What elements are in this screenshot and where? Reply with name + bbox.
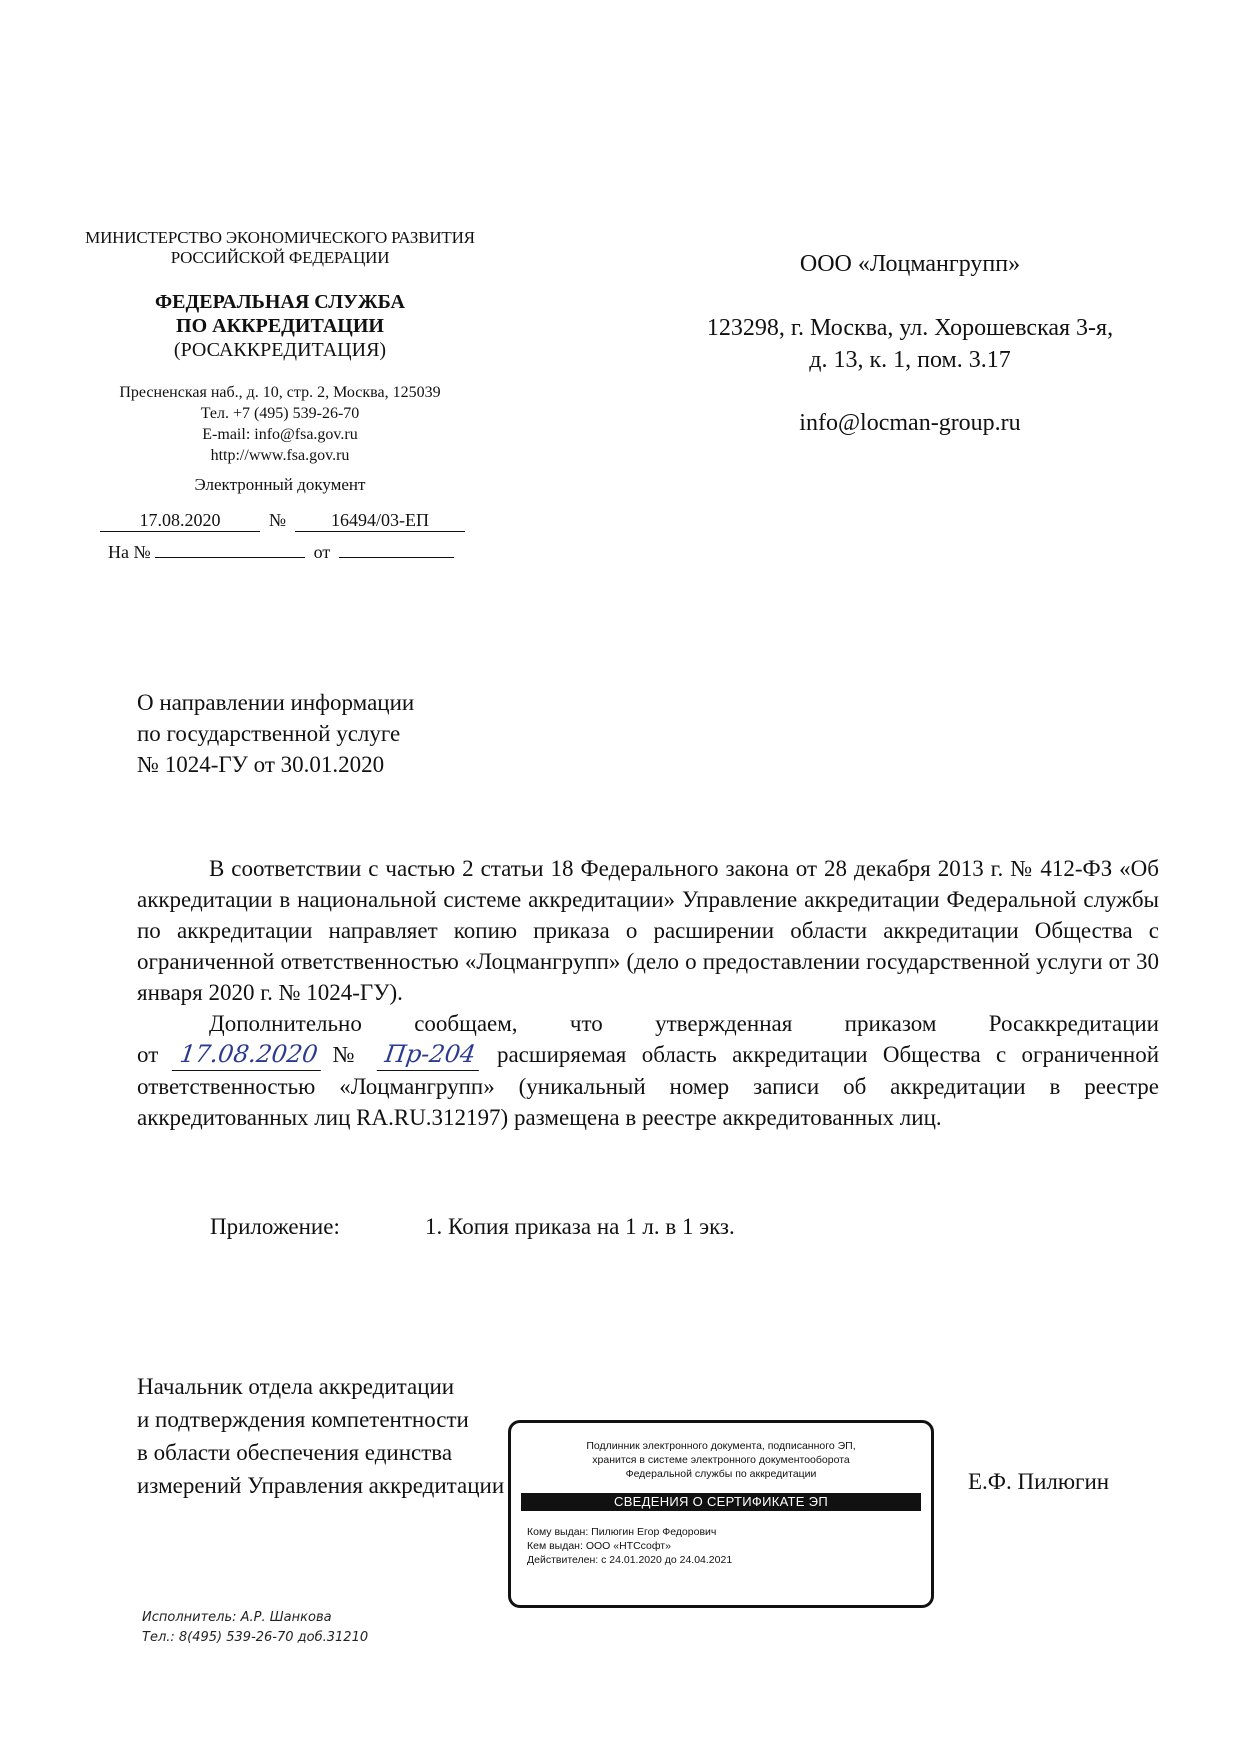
sender-website: http://www.fsa.gov.ru bbox=[210, 447, 350, 464]
signatory-position-line-2: и подтверждения компетентности bbox=[137, 1407, 469, 1432]
executor-phone: Тел.: 8(495) 539-26-70 доб.31210 bbox=[142, 1630, 369, 1645]
letter-body bbox=[137, 853, 1159, 1133]
subject-line-3: № 1024-ГУ от 30.01.2020 bbox=[137, 752, 385, 777]
sender-address: Пресненская наб., д. 10, стр. 2, Москва, 125039 bbox=[119, 384, 441, 401]
body-paragraph-2-text: расширяемая область аккредитации Общества с ограниченной ответственностью «Лоцмангрупп» (уникальный номер записи об аккредитации в реестре аккредитованных лиц RA.RU.312197) размещена в реестре аккредитованных лиц. bbox=[137, 1042, 1159, 1130]
addressee-address-line-2: д. 13, к. 1, пом. 3.17 bbox=[809, 347, 1011, 373]
stamp-note-line-1: Подлинник электронного документа, подписанного ЭП, bbox=[586, 1440, 856, 1452]
service-name-line-2: ПО АККРЕДИТАЦИИ bbox=[176, 315, 384, 337]
reference-row bbox=[108, 541, 454, 563]
service-short-name: (РОСАККРЕДИТАЦИЯ) bbox=[173, 339, 387, 361]
executor-name: Исполнитель: А.Р. Шанкова bbox=[142, 1610, 332, 1625]
subject-line-2: по государственной услуге bbox=[137, 721, 401, 746]
ministry-line-2: РОССИЙСКОЙ ФЕДЕРАЦИИ bbox=[170, 248, 390, 267]
stamp-note-line-2: хранится в системе электронного документооборота bbox=[592, 1454, 850, 1466]
ministry-line-1: МИНИСТЕРСТВО ЭКОНОМИЧЕСКОГО РАЗВИТИЯ bbox=[85, 228, 475, 247]
stamp-certificate-details bbox=[527, 1525, 931, 1567]
addressee-block bbox=[640, 248, 1180, 439]
letter-subject bbox=[137, 687, 637, 780]
body-paragraph-1: В соответствии с частью 2 статьи 18 Федерального закона от 28 декабря 2013 г. № 412-ФЗ «Об аккредитации в национальной системе аккредитации» Управление аккредитации Федеральной службы по аккредитации направляет копию приказа о расширении области аккредитации Общества с ограниченной ответственностью «Лоцмангрупп» (дело о предоставлении государственной услуги от 30 января 2020 г. № 1024-ГУ). bbox=[137, 856, 1159, 1005]
addressee-address-line-1: 123298, г. Москва, ул. Хорошевская 3-я, bbox=[706, 315, 1114, 341]
annex-item: 1. Копия приказа на 1 л. в 1 экз. bbox=[425, 1214, 735, 1239]
stamp-issued-to: Кому выдан: Пилюгин Егор Федорович bbox=[527, 1526, 717, 1538]
signatory-position-line-3: в области обеспечения единства bbox=[137, 1440, 453, 1465]
sender-header bbox=[40, 228, 520, 496]
reference-number-label: На № bbox=[108, 542, 151, 562]
registration-row bbox=[100, 509, 465, 532]
stamp-certificate-header: СВЕДЕНИЯ О СЕРТИФИКАТЕ ЭП bbox=[521, 1493, 921, 1511]
sender-email: E-mail: info@fsa.gov.ru bbox=[202, 426, 358, 443]
reference-date-blank bbox=[339, 557, 454, 558]
electronic-document-label: Электронный документ bbox=[194, 475, 366, 494]
stamp-validity: Действителен: с 24.01.2020 до 24.04.2021 bbox=[527, 1554, 733, 1566]
body-number-sign: № bbox=[323, 1042, 365, 1067]
sender-phone: Тел. +7 (495) 539-26-70 bbox=[200, 405, 360, 422]
registration-number: 16494/03-ЕП bbox=[295, 509, 465, 532]
reference-from-label: от bbox=[313, 542, 331, 562]
executor-info bbox=[142, 1608, 368, 1648]
registration-date: 17.08.2020 bbox=[100, 509, 260, 532]
handwritten-order-number: Пр-204 bbox=[377, 1039, 484, 1071]
annex-line bbox=[210, 1211, 735, 1242]
body-from-label: от bbox=[137, 1042, 159, 1067]
addressee-email: info@locman-group.ru bbox=[799, 410, 1021, 436]
body-paragraph-2-line-1: Дополнительно сообщаем, что утвержденная приказом Росаккредитации bbox=[209, 1011, 1159, 1036]
subject-line-1: О направлении информации bbox=[137, 690, 415, 715]
stamp-note-line-3: Федеральной службы по аккредитации bbox=[625, 1468, 817, 1480]
electronic-signature-stamp bbox=[508, 1420, 934, 1608]
stamp-issued-by: Кем выдан: ООО «НТСсофт» bbox=[527, 1540, 671, 1552]
addressee-org: ООО «Лоцмангрупп» bbox=[799, 251, 1021, 277]
signatory-name: Е.Ф. Пилюгин bbox=[968, 1469, 1110, 1494]
registration-number-sign: № bbox=[268, 510, 287, 530]
signatory-position-line-1: Начальник отдела аккредитации bbox=[137, 1374, 455, 1399]
body-paragraph-2-rest bbox=[137, 1039, 1159, 1133]
reference-number-blank bbox=[155, 557, 305, 558]
stamp-note bbox=[511, 1439, 931, 1481]
handwritten-order-date: 17.08.2020 bbox=[171, 1039, 325, 1071]
service-name-line-1: ФЕДЕРАЛЬНАЯ СЛУЖБА bbox=[155, 291, 405, 313]
signatory-position-line-4: измерений Управления аккредитации bbox=[137, 1473, 505, 1498]
annex-label: Приложение: bbox=[210, 1214, 340, 1239]
